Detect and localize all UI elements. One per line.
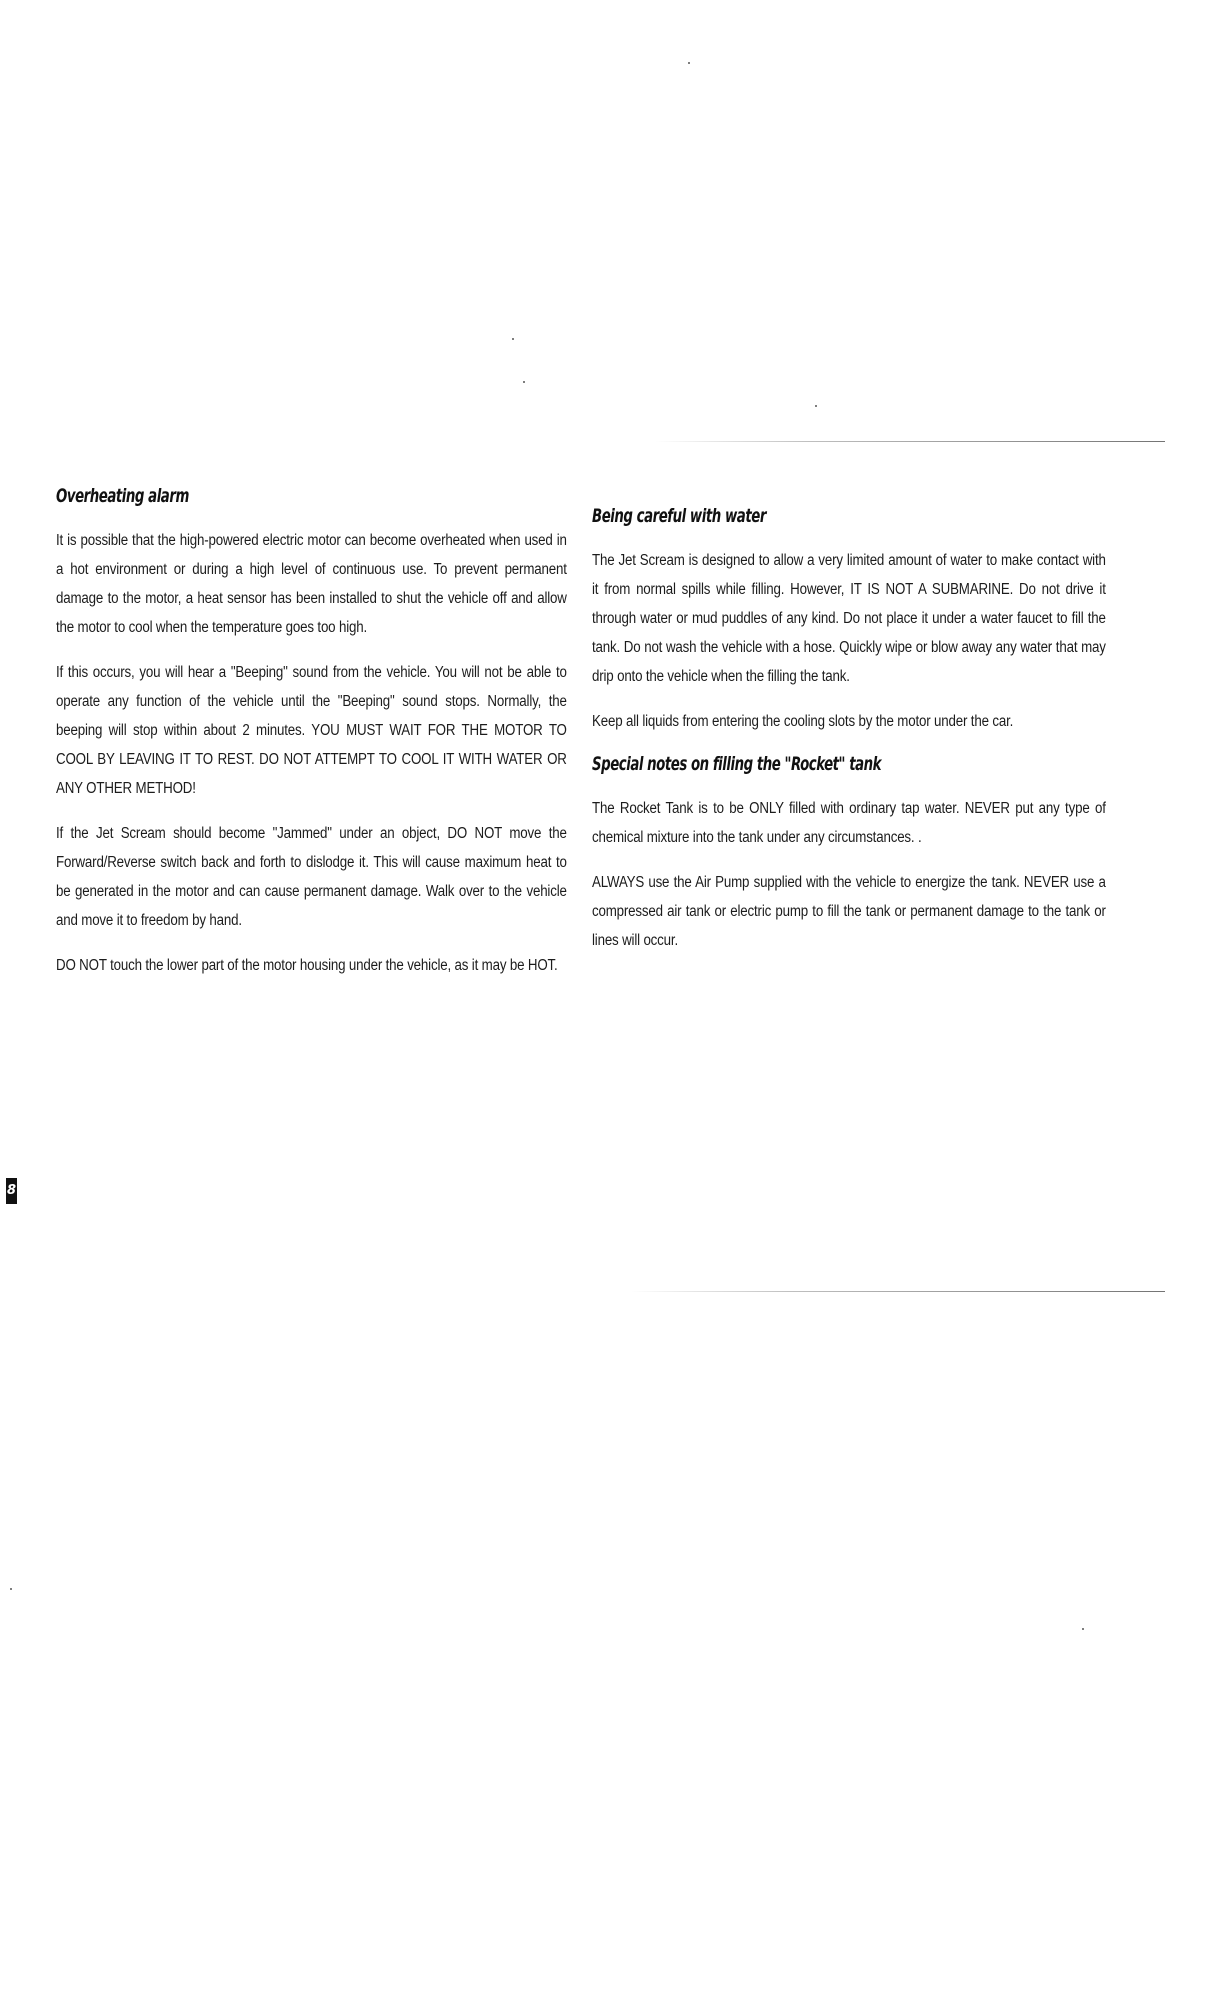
page-number: 8: [6, 1178, 17, 1204]
scan-speck: [512, 338, 514, 340]
beeping-paragraph: If this occurs, you will hear a "Beeping" sound from the vehicle. You will not be able to operate any function of the vehicle until the "Beeping" sound stops. Normally, the beeping will stop within about 2 minutes. YOU MUST WAIT FOR THE MOTOR TO COOL BY LEAVING IT TO REST. DO NOT ATTEMPT TO COOL IT WITH WATER OR ANY OTHER METHOD!: [56, 664, 567, 797]
top-divider-line: [655, 441, 1165, 442]
overheating-paragraph: It is possible that the high-powered electric motor can become overheated when used in a hot environment or during a high level of continuous use. To prevent permanent damage to the motor, a heat sensor has been installed to shut the vehicle off and allow the motor to cool when the temperature goes too high.: [56, 532, 567, 636]
overheating-alarm-heading: Overheating alarm: [56, 485, 189, 507]
cooling-slots-paragraph: Keep all liquids from entering the cooling slots by the motor under the car.: [592, 713, 1014, 730]
rocket-tank-heading: Special notes on filling the "Rocket" tank: [592, 753, 882, 775]
jammed-paragraph: If the Jet Scream should become "Jammed" under an object, DO NOT move the Forward/Reverse switch back and forth to dislodge it. This will cause maximum heat to be generated in the motor and can cause permanent damage. Walk over to the vehicle and move it to freedom by hand.: [56, 825, 567, 929]
scan-speck: [523, 381, 525, 383]
air-pump-paragraph: ALWAYS use the Air Pump supplied with the vehicle to energize the tank. NEVER use a compressed air tank or electric pump to fill the tank or permanent damage to the tank or lines will occur.: [592, 874, 1106, 949]
tap-water-paragraph: The Rocket Tank is to be ONLY filled with ordinary tap water. NEVER put any type of chemical mixture into the tank under any circumstances. .: [592, 800, 1106, 846]
water-paragraph: The Jet Scream is designed to allow a very limited amount of water to make contact with it from normal spills while filling. However, IT IS NOT A SUBMARINE. Do not drive it through water or mud puddles of any kind. Do not place it under a water faucet to fill the tank. Do not wash the vehicle with a hose. Quickly wipe or blow away any water that may drip onto the vehicle when the filling the tank.: [592, 552, 1106, 685]
scan-speck: [10, 1588, 12, 1590]
scan-speck: [1082, 1628, 1084, 1630]
scan-speck: [688, 62, 690, 64]
right-column: [592, 504, 1107, 971]
middle-divider-line: [630, 1291, 1165, 1292]
left-column: [56, 484, 568, 996]
motor-housing-paragraph: DO NOT touch the lower part of the motor housing under the vehicle, as it may be HOT.: [56, 957, 558, 974]
water-heading: Being careful with water: [592, 505, 766, 527]
scan-speck: [815, 405, 817, 407]
